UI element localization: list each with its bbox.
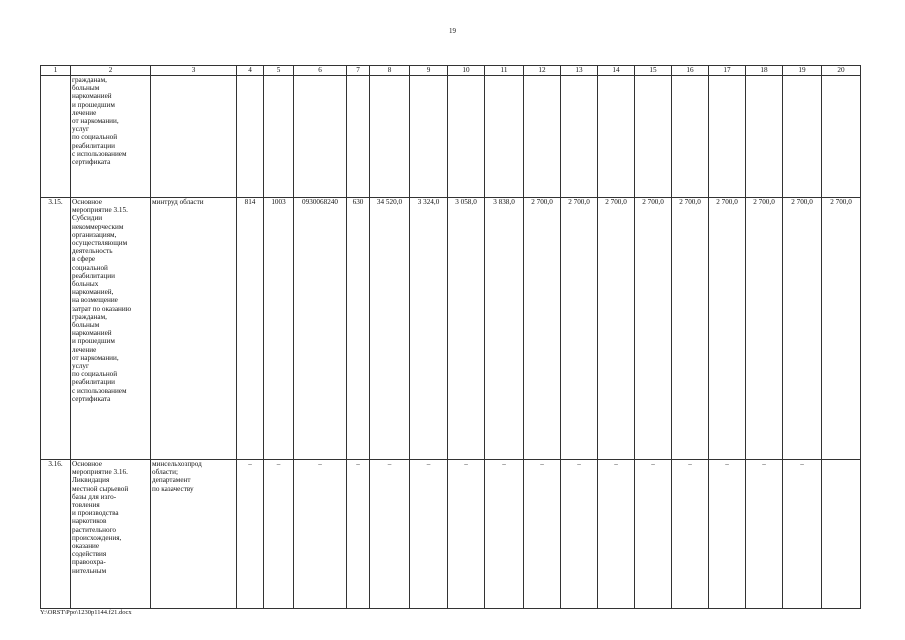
value-cell bbox=[598, 76, 635, 198]
value-cell: – bbox=[672, 460, 709, 609]
page-number: 19 bbox=[449, 27, 456, 35]
value-cell: – bbox=[709, 460, 746, 609]
header-cell: 16 bbox=[672, 66, 709, 76]
value-cell bbox=[237, 76, 264, 198]
value-cell: 630 bbox=[347, 198, 370, 460]
header-cell: 9 bbox=[410, 66, 448, 76]
header-cell: 11 bbox=[485, 66, 524, 76]
header-cell: 19 bbox=[783, 66, 822, 76]
header-cell: 5 bbox=[264, 66, 294, 76]
executor bbox=[151, 76, 237, 198]
value-cell: 3 838,0 bbox=[485, 198, 524, 460]
value-cell: – bbox=[635, 460, 672, 609]
header-cell: 1 bbox=[41, 66, 71, 76]
table-row bbox=[41, 76, 861, 198]
value-cell bbox=[561, 76, 598, 198]
program-table bbox=[40, 65, 861, 609]
value-cell: 2 700,0 bbox=[561, 198, 598, 460]
header-cell: 8 bbox=[370, 66, 410, 76]
header-row bbox=[41, 66, 861, 76]
value-cell bbox=[672, 76, 709, 198]
value-cell: 1003 bbox=[264, 198, 294, 460]
value-cell bbox=[822, 460, 861, 609]
value-cell: – bbox=[448, 460, 485, 609]
value-cell: 2 700,0 bbox=[524, 198, 561, 460]
value-cell bbox=[485, 76, 524, 198]
value-cell bbox=[746, 76, 783, 198]
value-cell bbox=[524, 76, 561, 198]
value-cell: 2 700,0 bbox=[598, 198, 635, 460]
value-cell: 3 324,0 bbox=[410, 198, 448, 460]
value-cell bbox=[410, 76, 448, 198]
value-cell bbox=[264, 76, 294, 198]
value-cell: 2 700,0 bbox=[635, 198, 672, 460]
header-cell: 17 bbox=[709, 66, 746, 76]
value-cell bbox=[709, 76, 746, 198]
activity-name: Основное мероприятие 3.16. Ликвидация местной сырьевой базы для изго- товления и производства наркотиков растительного происхождения, оказание содействия правоохра- нительным bbox=[71, 460, 151, 609]
header-cell: 14 bbox=[598, 66, 635, 76]
value-cell: – bbox=[561, 460, 598, 609]
header-cell: 7 bbox=[347, 66, 370, 76]
value-cell bbox=[635, 76, 672, 198]
value-cell: – bbox=[370, 460, 410, 609]
row-number: 3.16. bbox=[41, 460, 71, 609]
header-cell: 12 bbox=[524, 66, 561, 76]
executor: минсельхозпрод области; департамент по казачеству bbox=[151, 460, 237, 609]
value-cell: 0930068240 bbox=[294, 198, 347, 460]
header-cell: 15 bbox=[635, 66, 672, 76]
value-cell: – bbox=[410, 460, 448, 609]
value-cell: – bbox=[783, 460, 822, 609]
header-cell: 3 bbox=[151, 66, 237, 76]
activity-name: гражданам, больным наркоманией и прошедшим лечение от наркомании, услуг по социальной реабилитации с использованием сертификата bbox=[71, 76, 151, 198]
value-cell bbox=[448, 76, 485, 198]
header-cell: 10 bbox=[448, 66, 485, 76]
value-cell bbox=[822, 76, 861, 198]
value-cell: – bbox=[485, 460, 524, 609]
value-cell bbox=[783, 76, 822, 198]
value-cell: 2 700,0 bbox=[783, 198, 822, 460]
value-cell: 2 700,0 bbox=[672, 198, 709, 460]
table-row bbox=[41, 198, 861, 460]
value-cell: – bbox=[524, 460, 561, 609]
header-cell: 13 bbox=[561, 66, 598, 76]
value-cell: 2 700,0 bbox=[709, 198, 746, 460]
value-cell: – bbox=[598, 460, 635, 609]
value-cell: – bbox=[294, 460, 347, 609]
value-cell: – bbox=[237, 460, 264, 609]
value-cell bbox=[347, 76, 370, 198]
executor: минтруд области bbox=[151, 198, 237, 460]
value-cell: – bbox=[746, 460, 783, 609]
value-cell: – bbox=[347, 460, 370, 609]
header-cell: 18 bbox=[746, 66, 783, 76]
table-row bbox=[41, 460, 861, 609]
value-cell bbox=[370, 76, 410, 198]
header-cell: 20 bbox=[822, 66, 861, 76]
value-cell: 814 bbox=[237, 198, 264, 460]
value-cell: 2 700,0 bbox=[746, 198, 783, 460]
value-cell: 2 700,0 bbox=[822, 198, 861, 460]
file-path-footer: Y:\ORST\Ppo\1230p1144.f21.docx bbox=[40, 609, 132, 616]
activity-name: Основное мероприятие 3.15. Субсидии некоммерческим организациям, осуществляющим деятельность в сфере социальной реабилитации больных наркоманией, на возмещение затрат по оказанию гражданам, больным наркоманией и прошедшим лечение от наркомании, услуг по социальной реабилитации с использованием сертификата bbox=[71, 198, 151, 460]
value-cell: 3 058,0 bbox=[448, 198, 485, 460]
value-cell: – bbox=[264, 460, 294, 609]
value-cell bbox=[294, 76, 347, 198]
header-cell: 4 bbox=[237, 66, 264, 76]
row-number bbox=[41, 76, 71, 198]
header-cell: 6 bbox=[294, 66, 347, 76]
value-cell: 34 520,0 bbox=[370, 198, 410, 460]
header-cell: 2 bbox=[71, 66, 151, 76]
row-number: 3.15. bbox=[41, 198, 71, 460]
